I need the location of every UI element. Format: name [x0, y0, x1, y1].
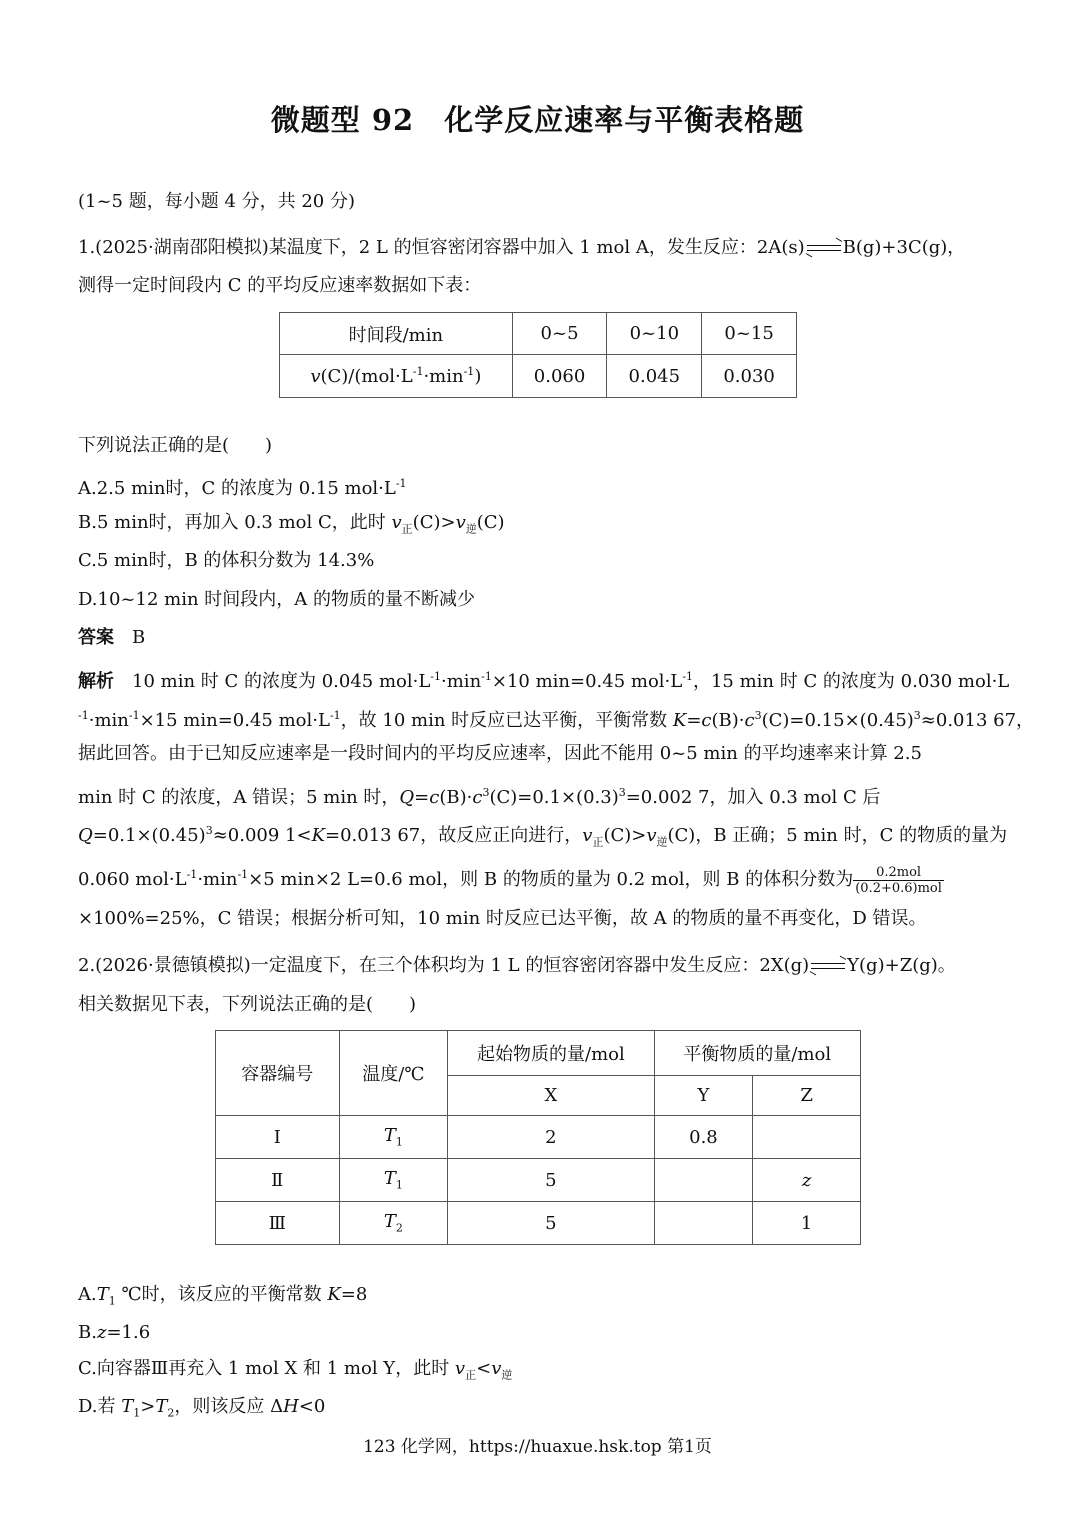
answer-value: B	[132, 627, 146, 648]
q1-stem-part-a: 1.(2025·湖南邵阳模拟)某温度下，2 L 的恒容密闭容器中加入 1 mol A，发生反应：2A(s)	[78, 237, 805, 258]
q1-table-header-period: 时间段/min	[280, 313, 513, 355]
equilibrium-arrow-icon	[809, 958, 847, 974]
q2-cell-id: Ⅰ	[216, 1116, 340, 1159]
q2-stem-line2: 相关数据见下表，下列说法正确的是( )	[78, 994, 417, 1015]
q2-cell-x: 2	[448, 1116, 654, 1159]
q1-option-d: D.10~12 min 时间段内，A 的物质的量不断减少	[78, 589, 475, 610]
q1-analysis-line6: 0.060 $mol\cdot L^{-1}\cdot\min^{-1}\times 5$ min×2 L=0.6 mol，则 B 的物质的量为 0.2 mol，则 B 的体积分数为 $\frac{\text{0.2mol}}{\text{(0.2+0.6)mol}}$	[78, 864, 942, 896]
q2-option-d: D.若 $T_1>T_2$，则该反应 ΔH<0	[78, 1396, 326, 1420]
q2-data-table	[215, 1030, 861, 1245]
section-intro: (1~5 题，每小题 4 分，共 20 分)	[78, 191, 355, 212]
q1-analysis-line7: ×100%=25%，C 错误；根据分析可知，10 min 时反应已达平衡，故 A 的物质的量不再变化，D 错误。	[78, 908, 927, 929]
q1-analysis-line3: 据此回答。由于已知反应速率是一段时间内的平均反应速率，因此不能用 0~5 min 的平均速率来计算 2.5	[78, 743, 922, 764]
q1-table-cell: 0~10	[607, 313, 702, 355]
volume-fraction	[853, 865, 944, 896]
q1-option-c: C.5 min时，B 的体积分数为 14.3%	[78, 550, 375, 571]
q1-analysis-line1: 解析 10 min 时 C 的浓度为 0.045 $mol\cdot L^{-1}\cdot\min^{-1}\times 10$ min=0.45 $mol\cdot L^{-1}$，15 min 时 C 的浓度为 0.030 mol·L	[78, 670, 1010, 692]
q1-analysis-line4: min 时 C 的浓度，A 错误；5 min 时，$Q=c(B)\cdot c^3(C)=0.1\times(0.3)^3=0.002$ 7，加入 0.3 mol C 后	[78, 786, 881, 808]
q2-cell-id: Ⅱ	[216, 1159, 340, 1202]
table-row	[216, 1116, 861, 1159]
q2-header-start: 起始物质的量/mol	[448, 1031, 654, 1076]
analysis-label: 解析	[78, 671, 114, 692]
table-row	[216, 1159, 861, 1202]
q1-table-cell: 0.030	[702, 355, 797, 398]
q1-option-b: B.5 min时，再加入 0.3 mol C，此时 $v_正(C)>v_逆(C)$	[78, 512, 505, 536]
q2-stem	[78, 954, 956, 978]
fraction-numerator: 0.2mol	[853, 865, 944, 881]
q2-cell-x: 5	[448, 1202, 654, 1245]
q2-option-a: $A.T_1$ ℃时，该反应的平衡常数 K=8	[78, 1284, 368, 1308]
q1-table-cell: 0~5	[512, 313, 607, 355]
q1-table-cell: 0.060	[512, 355, 607, 398]
q1-table-cell: 0~15	[702, 313, 797, 355]
q1-rate-table	[279, 312, 797, 398]
q2-header-z: Z	[753, 1076, 861, 1116]
q2-header-y: Y	[654, 1076, 753, 1116]
q1-prompt: 下列说法正确的是( )	[78, 435, 273, 456]
q1-stem-line2: 测得一定时间段内 C 的平均反应速率数据如下表：	[78, 275, 482, 296]
q2-cell-temp: $T_1$	[339, 1116, 448, 1159]
q2-cell-z: 1	[753, 1202, 861, 1245]
equilibrium-arrow-icon	[805, 240, 843, 256]
q2-cell-y: 0.8	[654, 1116, 753, 1159]
q2-header-x: X	[448, 1076, 654, 1116]
q2-header-temp: 温度/℃	[339, 1031, 448, 1116]
q1-table-cell: 0.045	[607, 355, 702, 398]
q1-option-a: A.2.5 min时，C 的浓度为 0.15 $mol\cdot L^{-1}$	[78, 477, 407, 499]
page-title: 微题型 92 化学反应速率与平衡表格题	[270, 103, 805, 137]
q2-cell-y	[654, 1202, 753, 1245]
q1-stem-part-b: B(g)+3C(g)，	[842, 237, 966, 258]
fraction-denominator: (0.2+0.6)mol	[855, 880, 942, 896]
q2-cell-temp: $T_2$	[339, 1202, 448, 1245]
q2-stem-part-b: Y(g)+Z(g)。	[847, 955, 956, 976]
q2-stem-part-a: 2.(2026·景德镇模拟)一定温度下，在三个体积均为 1 L 的恒容密闭容器中发生反应：2X(g)	[78, 955, 810, 976]
q2-option-b: B.z=1.6	[78, 1322, 151, 1343]
q2-cell-z: z	[753, 1159, 861, 1202]
q1-stem	[78, 236, 965, 260]
q2-cell-z	[753, 1116, 861, 1159]
q1-analysis-line2: $^{-1}\cdot\min^{-1}\times 15$ min=0.45 $mol\cdot L^{-1}$，故 10 min 时反应已达平衡，平衡常数 $K=c(B)\cdot c^3(C)=0.15\times(0.45)^3\approx 0.013$ 67，	[78, 709, 1035, 731]
page-footer: 123 化学网，https://huaxue.hsk.top 第1页	[363, 1437, 712, 1457]
q1-analysis-line5: $Q=0.1\times(0.45)^3\approx 0.009$ 1<K=0.013 67，故反应正向进行，$v_正(C)>v_逆(C)$，B 正确；5 min 时，C 的物质的量为	[78, 824, 1008, 849]
q1-table-header-rate: $v(C)/(mol\cdot L^{-1}\cdot\min^{-1})$	[280, 355, 513, 398]
q1-answer	[78, 626, 145, 650]
answer-label: 答案	[78, 627, 114, 648]
q2-cell-y	[654, 1159, 753, 1202]
q2-option-c: C.向容器Ⅲ再充入 1 mol X 和 1 mol Y，此时 $v_正<v_逆$	[78, 1358, 513, 1382]
table-row	[216, 1202, 861, 1245]
q2-cell-id: Ⅲ	[216, 1202, 340, 1245]
q2-header-eq: 平衡物质的量/mol	[654, 1031, 860, 1076]
q2-header-container: 容器编号	[216, 1031, 340, 1116]
q2-cell-temp: $T_1$	[339, 1159, 448, 1202]
q2-cell-x: 5	[448, 1159, 654, 1202]
